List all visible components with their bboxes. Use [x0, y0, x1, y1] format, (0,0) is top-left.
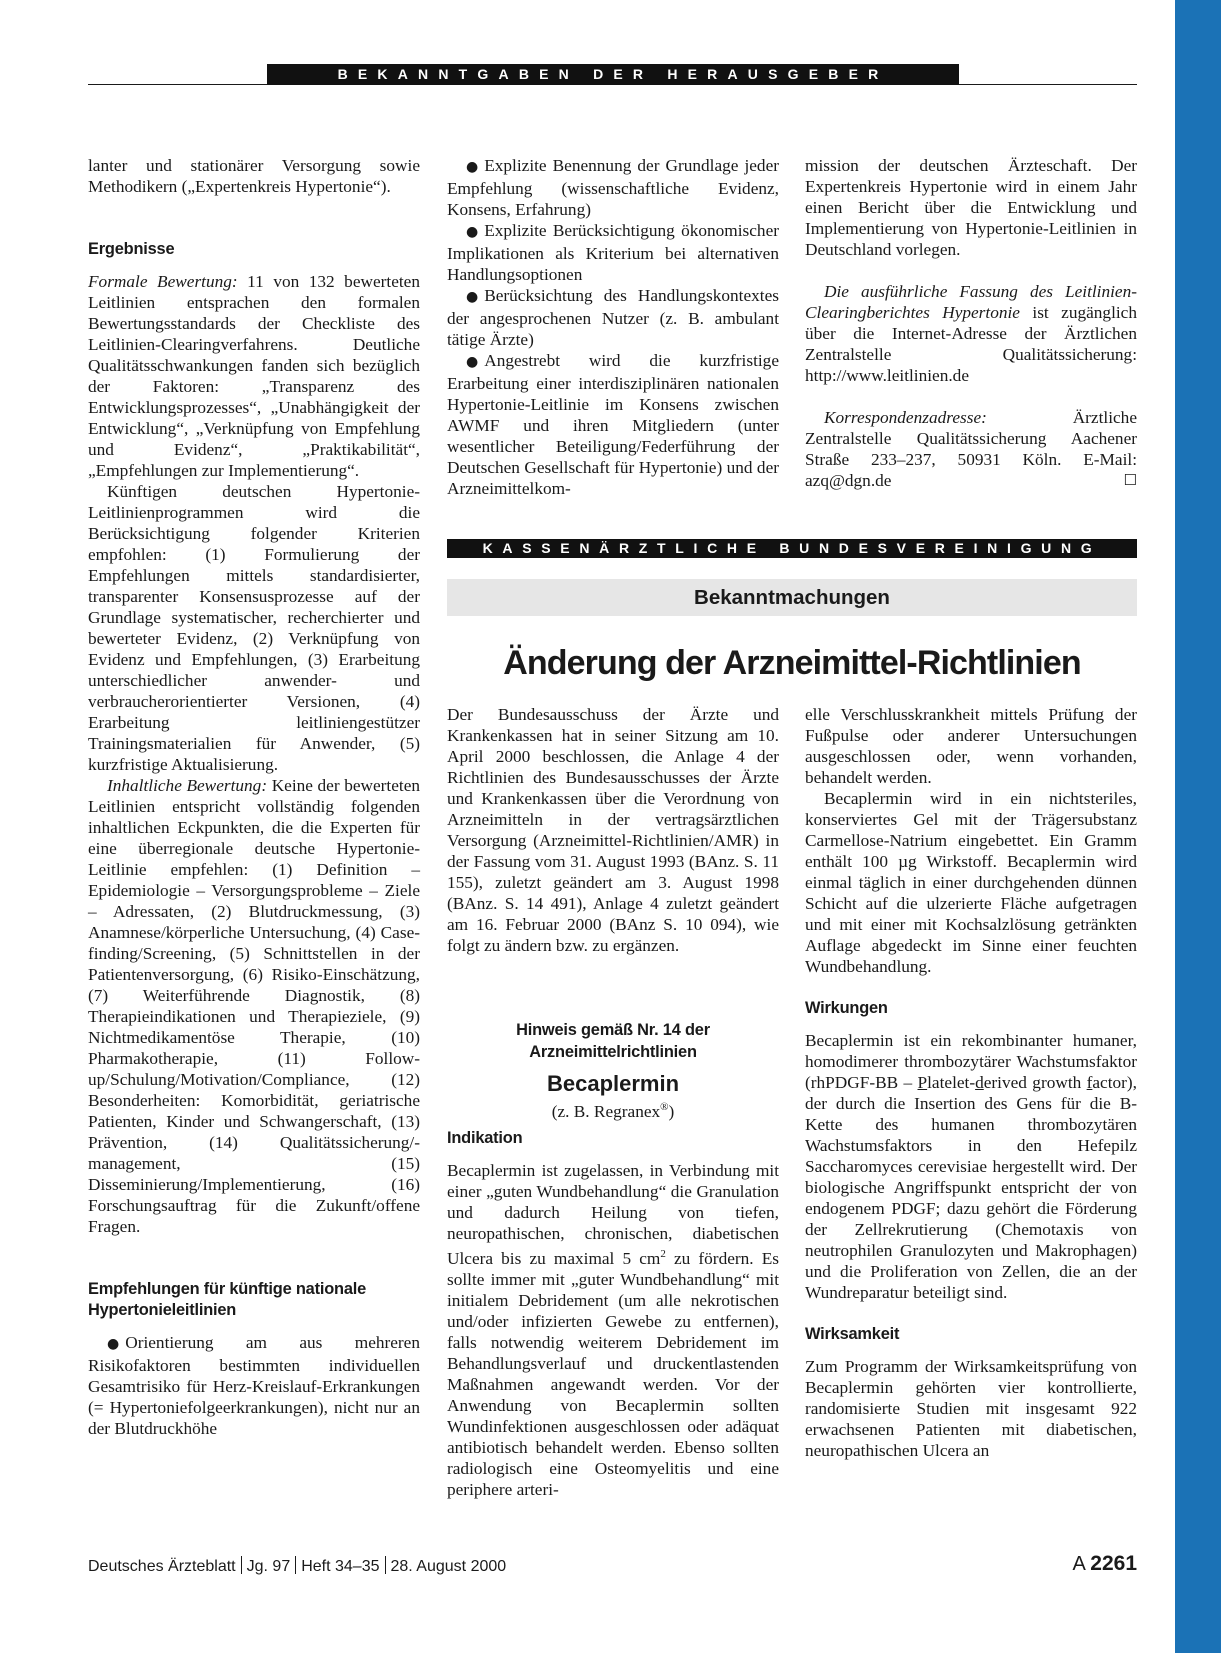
formal-text: 11 von 132 bewerteten Leitlinien entsprachen den formalen Bewertungsstandards der Checkliste des Leitlinien-Clearingverfahrens. Deutliche Qualitätsschwankungen fanden sich bezüglich der Faktoren: „Transparenz des Entwicklungsprozesses“, „Unabhängigkeit der Entwicklung“, „Verknüpfung von Empfehlung und Evidenz“, „Praktikabilität“, „Empfehlungen zur Implementierung“.	[88, 272, 420, 480]
registered-mark: ®	[660, 1101, 669, 1113]
column-3	[805, 155, 1137, 491]
hinweis-line-2: Arzneimittelrichtlinien	[529, 1043, 697, 1061]
formal-label: Formale Bewertung:	[88, 272, 238, 291]
bullet-icon: ●	[466, 224, 479, 240]
correspondence-label: Korrespondenzadresse:	[824, 408, 987, 427]
drug-subtitle-prefix: (z. B. Regranex	[551, 1101, 661, 1121]
kbv-intro: Der Bundesausschuss der Ärzte und Krankenkassen hat in seiner Sitzung am 10. April 2000 beschlossen, die Anlage 4 der Richtlinien des Bundesausschusses der Ärzte und Krankenkassen über die Verordnung von Arzneimitteln in der vertragsärztlichen Versorgung (Arzneimittel-Richtlinien/AMR) in der Fassung vom 31. August 1993 (BAnz. S. 11 155), zuletzt geändert am 3. August 1998 (BAnz. S. 14 491), Anlage 4 zuletzt geändert am 16. Februar 2000 (BAnz S. 10 094), wie folgt zu ändern bzw. zu ergänzen.	[447, 705, 779, 955]
indikation-paragraph	[447, 1160, 779, 1500]
volume: Jg. 97	[246, 1558, 291, 1575]
col3-para2	[805, 281, 1137, 386]
column-2	[447, 155, 779, 499]
superscript-2: 2	[660, 1247, 666, 1260]
col3-para2-italic: Die ausführliche Fassung des Leitlinien-Clearingberichtes Hypertonie	[805, 282, 1137, 322]
kbv-right-column	[805, 704, 1137, 1461]
heading-wirkungen: Wirkungen	[805, 999, 888, 1017]
issue-date: 28. August 2000	[390, 1558, 507, 1575]
bullet-text: Explizite Berücksichtigung ökonomischer Implikationen als Kriterium bei alternativen Handlungsoptionen	[447, 221, 779, 284]
col1-intro: lanter und stationärer Versorgung sowie Methodikern („Expertenkreis Hypertonie“).	[88, 156, 420, 196]
footer-divider	[385, 1556, 386, 1574]
wirkungen-text: erived	[983, 1073, 1033, 1092]
section-header-band: BEKANNTGABEN DER HERAUSGEBER	[267, 64, 959, 85]
col3-para2-rest: ist zugänglich über die Internet-Adresse der Ärztlichen Zentralstelle Qualitätssicherung: http://www.leitlinien.de	[805, 303, 1137, 385]
col3-para1: mission der deutschen Ärzteschaft. Der Expertenkreis Hypertonie wird in einem Jahr einen Bericht über die Entwicklung und Implementierung von Hypertonie-Leitlinien in Deutschland vorlegen.	[805, 156, 1137, 259]
heading-empfehlungen: Empfehlungen für künftige nationale Hypertonieleitlinien	[88, 1280, 367, 1319]
bullet-icon: ●	[466, 289, 479, 305]
underlined-letter: f	[1086, 1073, 1093, 1092]
kbv-left-column	[447, 704, 779, 1500]
page-number-value: 2261	[1090, 1552, 1137, 1575]
underlined-letter: P	[917, 1073, 928, 1092]
kbv-right-para2: Becaplermin wird in ein nichtsteriles, konserviertes Gel mit der Trägersubstanz Carmellose-Natrium eingebettet. Ein Gramm enthält 100 µg Wirkstoff. Becaplermin wird einmal täglich in einer durchgehenden dünnen Schicht auf die ulzerierte Fläche aufgetragen und mit einer mit Kochsalzlösung getränkten Auflage abgedeckt im Sinne einer feuchten Wundbehandlung.	[805, 789, 1137, 976]
bullet-icon: ●	[466, 354, 479, 370]
bullet-text: Berücksichtung des Handlungskontextes der angesprochenen Nutzer (z. B. ambulant tätige Ärzte)	[447, 286, 779, 349]
bullet-text: Orientierung am aus mehreren Risikofaktoren bestimmten individuellen Gesamtrisiko für Herz-Kreislauf-Erkrankungen (= Hypertoniefolgeerkrankungen), nicht nur an der Blutdruckhöhe	[88, 1333, 420, 1438]
bullet-icon: ●	[466, 159, 479, 175]
footer	[88, 1556, 506, 1577]
wirkungen-text: latelet-	[927, 1073, 976, 1092]
drug-subtitle-suffix: )	[668, 1101, 675, 1121]
bullet-item	[88, 1332, 420, 1439]
drug-name: Becaplermin	[546, 1071, 680, 1096]
bullet-item	[447, 220, 779, 285]
content-paragraph	[88, 775, 420, 1237]
bekanntmachungen-box: Bekanntmachungen	[447, 579, 1137, 616]
underlined-letter: d	[975, 1073, 984, 1092]
wirksamkeit-paragraph: Zum Programm der Wirksamkeitsprüfung von Becaplermin gehörten vier kontrollierte, randomisierte Studien mit insgesamt 922 erwachsenen Patienten mit diabetischen, neuropathischen Ulcera an	[805, 1357, 1137, 1460]
heading-wirksamkeit: Wirksamkeit	[805, 1325, 900, 1343]
page-number	[1072, 1552, 1137, 1576]
article-title: Änderung der Arzneimittel-Richtlinien	[503, 644, 1081, 682]
bullet-item	[447, 155, 779, 220]
kbv-right-para1: elle Verschlusskrankheit mittels Prüfung der Fußpulse oder anderer Untersuchungen ausgeschlossen oder, wenn vorhanden, behandelt werden.	[805, 705, 1137, 787]
indikation-text-a: Becaplermin ist zugelassen, in Verbindung mit einer „guten Wundbehandlung“ die Granulation und dadurch Heilung von tiefen, neuropathischen, chronischen, diabetischen Ulcera bis zu maximal 5 cm	[447, 1160, 779, 1268]
footer-divider	[241, 1556, 242, 1574]
bullet-item	[447, 285, 779, 350]
bullet-item	[447, 350, 779, 499]
content-text: Keine der bewerteten Leitlinien entspricht vollständig folgenden inhaltlichen Eckpunkten, die die Experten für eine überregionale deutsche Hypertonie-Leitlinie empfehlen: (1) Definition – Epidemiologie – Versorgungsprobleme – Ziele – Adressaten, (2) Blutdruckmessung, (3) Anamnese/körperliche Untersuchung, (4) Case-finding/Screening, (5) Schnittstellen in der Patientenversorgung, (6) Risiko-Einschätzung, (7) Weiterführende Diagnostik, (8) Therapieindikationen und Therapieziele, (9) Nichtmedikamentöse Therapie, (10) Pharmakotherapie, (11) Follow-up/Schulung/Motivation/Compliance, (12) Besonderheiten: Komorbidität, geriatrische Patienten, Kinder und Schwangerschaft, (13) Prävention, (14) Qualitätssicherung/-management, (15) Disseminierung/Implementierung, (16) Forschungsauftrag für die Zukunft/offene Fragen.	[88, 776, 421, 1236]
correspondence-text: Ärztliche Zentralstelle Qualitätssicherung Aachener Straße 233–237, 50931 Köln. E-Mail: azq@dgn.de	[805, 408, 1137, 490]
issue: Heft 34–35	[301, 1558, 380, 1575]
kbv-header-band: KASSENÄRZTLICHE BUNDESVEREINIGUNG	[447, 539, 1137, 558]
side-color-bar	[1175, 0, 1221, 1653]
heading-indikation: Indikation	[447, 1128, 523, 1147]
future-paragraph: Künftigen deutschen Hypertonie-Leitlinienprogrammen wird die Berücksichtigung folgender Kriterien empfohlen: (1) Formulierung der Empfehlungen mittels standardisierter, transparenter Konsensusprozesse auf der Grundlage systematischer, recherchierter und bewerteter Evidenz, (2) Verknüpfung von Evidenz und Empfehlungen, (3) Erarbeitung unterschiedlicher anwender- und verbraucherorientierter Versionen, (4) Erarbeitung leitliniengestützer Trainingsmaterialien für Anwender, (5) kurzfristige Aktualisierung.	[88, 482, 420, 774]
content-label: Inhaltliche Bewertung:	[107, 776, 268, 795]
formal-paragraph	[88, 271, 420, 481]
drug-subtitle	[447, 1097, 779, 1122]
correspondence-paragraph	[805, 407, 1137, 491]
heading-ergebnisse: Ergebnisse	[88, 240, 175, 258]
bullet-icon: ●	[107, 1336, 120, 1352]
wirkungen-text: Becaplermin ist ein rekombinanter humaner, homodimerer thrombozytärer Wachstumsfaktor (rhPDGF-BB –	[805, 1031, 1137, 1092]
wirkungen-paragraph	[805, 1030, 1137, 1303]
end-box-icon: ☐	[1123, 471, 1137, 489]
hinweis-line-1: Hinweis gemäß Nr. 14 der	[516, 1021, 710, 1039]
wirkungen-text: actor), der durch die Insertion des Gens für die B-Kette des humanen thrombozytären Wachstumsfaktors in den Hefepilz Saccharomyces cerevisiae hergestellt wird. Der biologische Angriffspunkt entspricht der von endogenem PDGF; dazu gehört die Förderung der Zellrekrutierung (Chemotaxis von neutrophilen Granulozyten und Makrophagen) und die Proliferation von Zellen, die an der Wundreparatur beteiligt sind.	[805, 1073, 1138, 1302]
wirkungen-text: rowth	[1040, 1073, 1087, 1092]
underlined-letter: g	[1032, 1073, 1041, 1092]
indikation-text-b: zu fördern. Es sollte immer mit „guter Wundbehandlung“ mit initialem Debridement (um alle nekrotischen und/oder infizierten Gewebe zu entfernen), falls notwendig weiterem Debridement im Behandlungsverlauf und druckentlastenden Maßnahmen angewandt werden. Vor der Anwendung von Becaplermin sollten Wundinfektionen ausgeschlossen oder adäquat antibiotisch behandelt werden. Ebenso sollten radiologisch eine Osteomyelitis und eine periphere arteri-	[447, 1248, 779, 1499]
page-prefix: A	[1072, 1553, 1085, 1575]
bullet-text: Explizite Benennung der Grundlage jeder Empfehlung (wissenschaftliche Evidenz, Konsens, Erfahrung)	[447, 156, 779, 219]
journal-name: Deutsches Ärzteblatt	[88, 1558, 236, 1575]
column-1	[88, 155, 420, 1439]
bullet-text: Angestrebt wird die kurzfristige Erarbeitung einer interdisziplinären nationalen Hypertonie-Leitlinie im Konsens zwischen AWMF und ihren Mitgliedern (unter wesentlicher Beteiligung/Federführung der Deutschen Gesellschaft für Hypertonie) und der Arzneimittelkom-	[447, 351, 779, 498]
footer-divider	[295, 1556, 296, 1574]
